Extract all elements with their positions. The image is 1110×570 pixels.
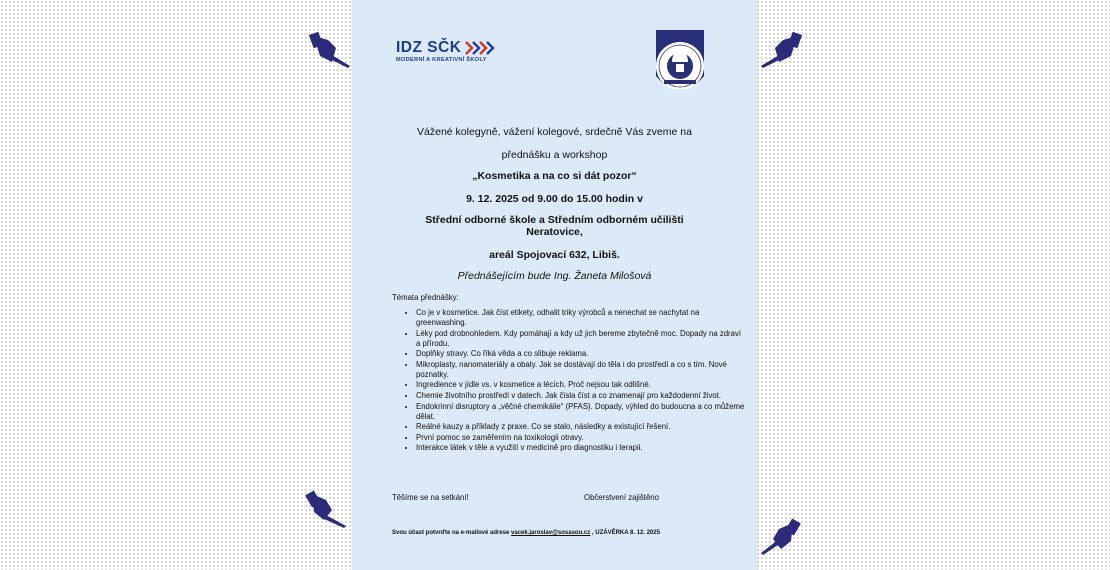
intro-line-1: Vážené kolegyně, vážení kolegové, srdečně Vás zveme na <box>417 126 692 138</box>
event-date: 9. 12. 2025 od 9.00 do 15.00 hodin v <box>466 193 643 205</box>
topics-label: Témata přednášky: <box>392 293 459 302</box>
pushpin-bottom-right-icon <box>757 515 805 563</box>
pushpin-top-left-icon <box>306 28 354 76</box>
school-crest-logo <box>652 28 708 100</box>
list-item: • První pomoc se zaměřením na toxikologii otravy. <box>416 433 746 443</box>
list-item: • Endokrinní disruptory a „věčné chemikálie“ (PFAS). Dopady, výhled do budoucna a co můžeme dělat. <box>416 402 746 422</box>
venue <box>372 214 737 238</box>
venue-address: areál Spojovací 632, Libiš. <box>489 249 620 261</box>
lecturer: Přednášejícím bude Ing. Žaneta Milošová <box>457 270 652 282</box>
idz-sck-logo <box>396 40 506 66</box>
list-item: • Chemie životního prostředí v datech. Jak čísla číst a co znamenají pro každodenní život. <box>416 391 746 401</box>
rsvp-footer <box>392 530 660 536</box>
footer-prefix: Svou účast potvrďte na e-mailové adrese <box>392 530 512 536</box>
list-item: • Interakce látek v těle a využití v medicíně pro diagnostiku i terapii. <box>416 443 746 453</box>
logo-name: IDZ SČK <box>396 39 462 56</box>
list-item: • Mikroplasty, nanomateriály a obaly. Jak se dostávají do těla i do prostředí a co s tím. Nové poznatky. <box>416 360 746 380</box>
intro-line-2: přednášku a workshop <box>501 149 608 161</box>
topics-list <box>392 308 746 454</box>
invitation-sheet <box>352 0 757 570</box>
pushpin-top-right-icon <box>757 28 805 76</box>
footer-suffix: , UZÁVĚRKA 8. 12. 2025 <box>590 530 661 536</box>
event-title: „Kosmetika a na co si dát pozor“ <box>472 170 637 182</box>
closing-text: Těšíme se na setkání! <box>392 493 469 502</box>
venue-line-2: Neratovice, <box>526 226 583 238</box>
chevrons-icon <box>464 41 498 55</box>
venue-line-1: Střední odborné škole a Středním odborném učilišti <box>425 214 684 226</box>
pushpin-bottom-left-icon <box>302 488 350 536</box>
list-item: • Co je v kosmetice. Jak číst etikety, odhalit triky výrobců a nenechat se nachytat na greenwashing. <box>416 308 746 328</box>
list-item: • Ingredience v jídle vs. v kosmetice a lécích. Proč nejsou tak odlišné. <box>416 380 746 390</box>
logo-subtitle: MODERNÍ A KREATIVNÍ ŠKOLY <box>396 57 487 63</box>
refreshments-text: Občerstvení zajištěno <box>584 493 659 502</box>
list-item: • Léky pod drobnohledem. Kdy pomáhají a kdy už jich bereme zbytečně moc. Dopady na zdraví a přírodu. <box>416 329 746 349</box>
list-item: • Reálné kauzy a příklady z praxe. Co se stalo, následky a existující řešení. <box>416 422 746 432</box>
list-item: • Doplňky stravy. Co říká věda a co slibuje reklama. <box>416 349 746 359</box>
email-link[interactable]: vacek.jaroslav@sosasou.cz <box>511 530 591 536</box>
